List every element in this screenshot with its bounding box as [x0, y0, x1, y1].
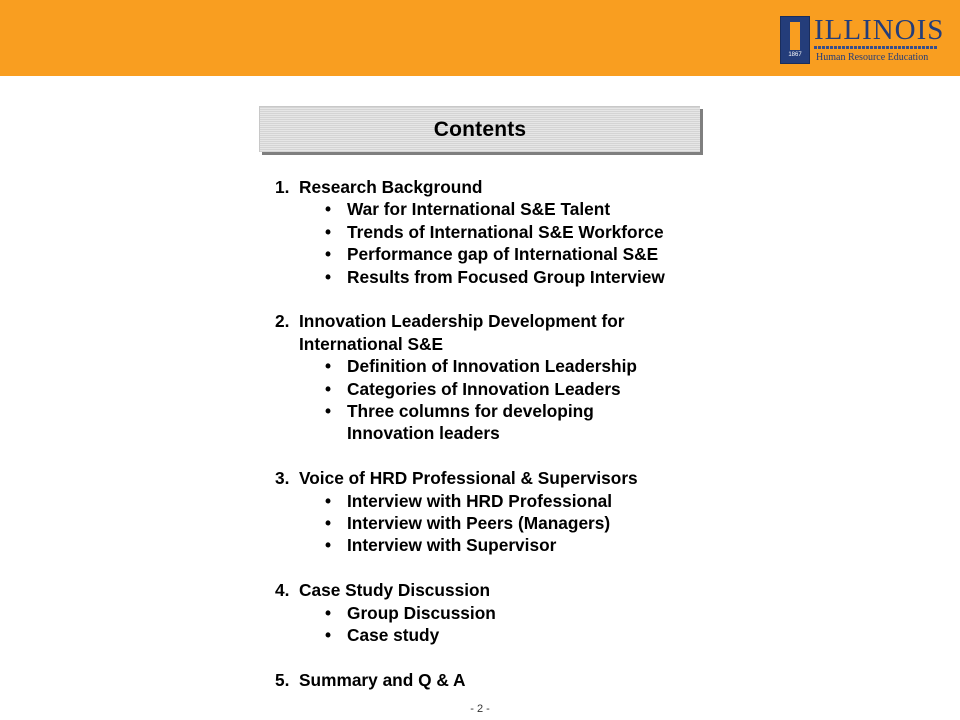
emblem-pillar: [790, 22, 800, 50]
bullet-item: [275, 355, 735, 377]
section-title-line: Case Study Discussion: [299, 580, 491, 601]
bullet-text: Performance gap of International S&E: [347, 244, 659, 265]
contents-section: [275, 579, 735, 646]
bullet-text: Interview with HRD Professional: [347, 490, 613, 511]
section-number: 5.: [275, 669, 290, 690]
bullet-item: [275, 243, 735, 265]
bullet-dot-icon: •: [325, 356, 332, 377]
contents-section: [275, 669, 735, 691]
bullet-dot-icon: •: [325, 199, 332, 220]
emblem-year: 1867: [788, 52, 802, 58]
bullet-item: [275, 400, 735, 445]
bullet-item: [275, 534, 735, 556]
contents-section: [275, 176, 735, 288]
section-heading: [275, 310, 735, 355]
section-number: 4.: [275, 580, 290, 601]
title-box: [259, 106, 700, 152]
bullet-text: Definition of Innovation Leadership: [347, 356, 637, 377]
bullet-item: [275, 624, 735, 646]
bullet-text: Results from Focused Group Interview: [347, 266, 665, 287]
section-heading: [275, 467, 735, 489]
page-title: Contents: [433, 117, 527, 141]
bullet-item: [275, 266, 735, 288]
bullet-item: [275, 490, 735, 512]
bullet-text: Interview with Peers (Managers): [347, 513, 611, 534]
bullet-text: Case study: [347, 625, 440, 646]
bullet-list: [275, 490, 735, 557]
logo-subtitle: Human Resource Education: [816, 52, 929, 63]
illinois-logo: [780, 14, 945, 66]
section-title-line: Innovation Leadership Development for: [299, 311, 625, 332]
bullet-item: [275, 198, 735, 220]
section-number: 2.: [275, 311, 290, 332]
section-number: 3.: [275, 468, 290, 489]
header-band: [0, 0, 960, 76]
bullet-dot-icon: •: [325, 490, 332, 511]
logo-wordmark: ILLINOIS: [814, 14, 945, 46]
bullet-dot-icon: •: [325, 401, 332, 422]
bullet-dot-icon: •: [325, 602, 332, 623]
bullet-item: [275, 378, 735, 400]
bullet-text: Three columns for developing: [347, 401, 594, 422]
section-heading: [275, 176, 735, 198]
section-title-line: Research Background: [299, 177, 483, 197]
contents-section: [275, 467, 735, 557]
bullet-item: [275, 512, 735, 534]
bullet-dot-icon: •: [325, 513, 332, 534]
bullet-text: Innovation leaders: [347, 423, 500, 444]
logo-department-line: [814, 46, 938, 49]
section-heading: [275, 669, 735, 691]
bullet-dot-icon: •: [325, 378, 332, 399]
bullet-text: Interview with Supervisor: [347, 535, 557, 556]
bullet-text: War for International S&E Talent: [347, 199, 611, 220]
bullet-item: [275, 221, 735, 243]
bullet-text: Categories of Innovation Leaders: [347, 378, 621, 399]
bullet-item: [275, 602, 735, 624]
bullet-dot-icon: •: [325, 625, 332, 646]
bullet-list: [275, 198, 735, 288]
bullet-text: Group Discussion: [347, 602, 496, 623]
section-title-line: Voice of HRD Professional & Supervisors: [299, 468, 638, 489]
section-number: 1.: [275, 177, 290, 197]
section-title-line: Summary and Q & A: [299, 669, 466, 690]
bullet-dot-icon: •: [325, 221, 332, 242]
section-heading: [275, 579, 735, 601]
logo-sub-prefix: for: [802, 52, 809, 58]
bullet-text: Trends of International S&E Workforce: [347, 221, 664, 242]
contents-list: [275, 176, 735, 691]
bullet-dot-icon: •: [325, 266, 332, 287]
bullet-list: [275, 355, 735, 445]
section-title-line: International S&E: [299, 333, 444, 354]
bullet-list: [275, 602, 735, 647]
bullet-dot-icon: •: [325, 244, 332, 265]
bullet-dot-icon: •: [325, 535, 332, 556]
page-number: - 2 -: [470, 703, 490, 715]
contents-section: [275, 310, 735, 444]
